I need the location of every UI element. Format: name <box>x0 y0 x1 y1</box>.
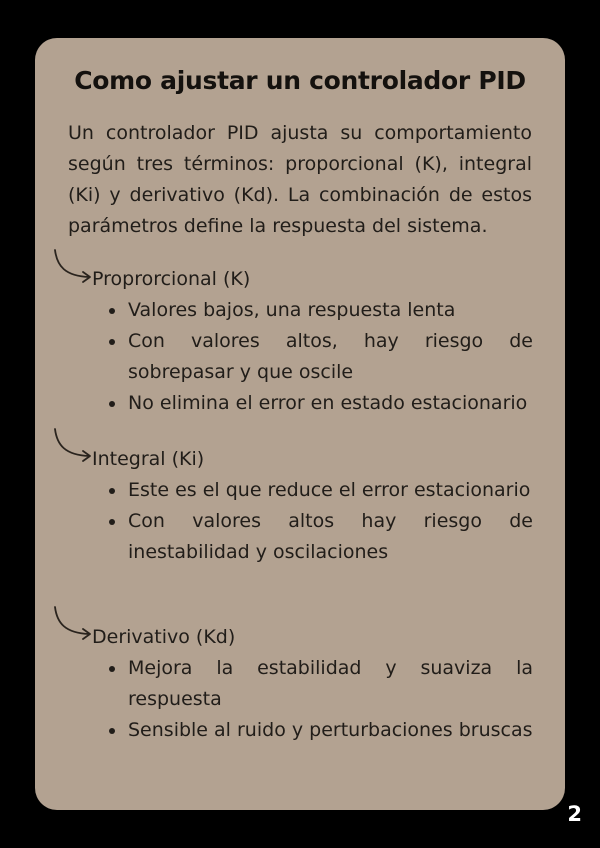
section-heading-proportional: Proprorcional (K) <box>92 268 251 290</box>
derivative-points <box>128 653 533 746</box>
list-item <box>128 653 533 715</box>
list-item-text: Mejora la estabilidad y suaviza la respuesta <box>128 657 533 710</box>
list-item <box>128 506 533 568</box>
page-number: 2 <box>567 802 582 826</box>
curved-arrow-icon <box>51 425 95 465</box>
proportional-points <box>128 295 533 419</box>
curved-arrow-icon <box>51 603 95 643</box>
list-item-text: No elimina el error en estado estacionario <box>128 392 528 414</box>
bullet-icon <box>109 666 115 672</box>
page-title: Como ajustar un controlador PID <box>74 66 526 95</box>
curved-arrow-icon <box>51 246 95 286</box>
bullet-icon <box>109 339 115 345</box>
bullet-icon <box>109 519 115 525</box>
list-item-text: Sensible al ruido y perturbaciones bruscas <box>128 719 533 741</box>
section-heading-derivative: Derivativo (Kd) <box>92 626 236 648</box>
list-item <box>128 475 533 506</box>
list-item <box>128 388 533 419</box>
list-item-text: Valores bajos, una respuesta lenta <box>128 299 456 321</box>
bullet-icon <box>109 488 115 494</box>
section-heading-integral: Integral (Ki) <box>92 448 205 470</box>
content-card <box>35 38 565 810</box>
list-item <box>128 295 533 326</box>
list-item <box>128 715 533 746</box>
bullet-icon <box>109 308 115 314</box>
list-item-text: Este es el que reduce el error estacionario <box>128 479 531 501</box>
intro-paragraph: Un controlador PID ajusta su comportamiento según tres términos: proporcional (K), integral (Ki) y derivativo (Kd). La combinación de estos parámetros define la respuesta del sistema. <box>68 122 532 237</box>
list-item <box>128 326 533 388</box>
list-item-text: Con valores altos, hay riesgo de sobrepasar y que oscile <box>128 330 533 383</box>
integral-points <box>128 475 533 568</box>
bullet-icon <box>109 728 115 734</box>
bullet-icon <box>109 401 115 407</box>
list-item-text: Con valores altos hay riesgo de inestabilidad y oscilaciones <box>128 510 533 563</box>
